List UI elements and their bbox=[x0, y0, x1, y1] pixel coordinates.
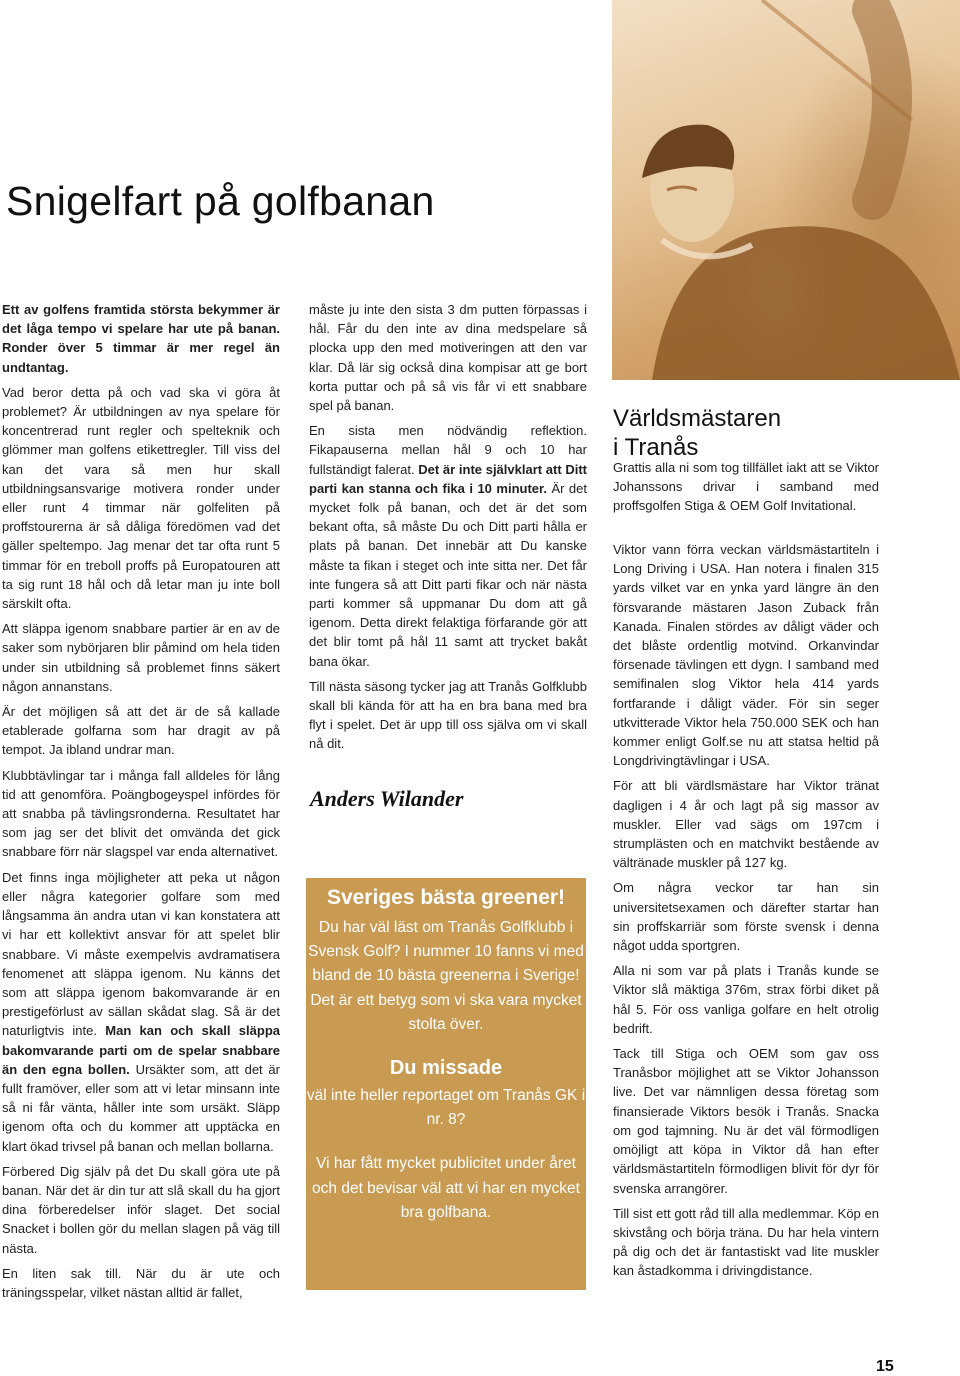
article-column-2 bbox=[309, 300, 587, 760]
article-column-1 bbox=[2, 300, 280, 1308]
paragraph-text: Det finns inga möjligheter att peka ut någon eller några kategorier golfare som med långsamma än andra utan vi kan konstatera att vi har ett kollektivt ansvar för att spelet blir snabbare. Vi måste exempelvis avdramatisera fenomenet att släppa igenom. Nu känns det som att släppa igenom bakomvarande är en prestigeförlust av sällan skådat slag. Så är det naturligtvis inte. bbox=[2, 869, 280, 1039]
paragraph: Tack till Stiga och OEM som gav oss Tranåsbor möjlighet att se Viktor Johansson live. Det var nämnligen dessa företag som finansierade Viktors besök i Tranås. Snacka om god tajmning. Nu är det väl förmodligen omöjligt att köpa in Viktor då han efter världsmästartiteln förmodligen blivit för dyr för svenska arrangörer. bbox=[613, 1046, 879, 1196]
paragraph: Alla ni som var på plats i Tranås kunde se Viktor slå mäktiga 376m, strax förbi diket på hål 5. För oss vanliga golfare en helt otrolig bedrift. bbox=[613, 963, 879, 1036]
bold-statement: Det är inte självklart att Ditt parti kan stanna och fika i 10 minuter. bbox=[309, 461, 588, 496]
paragraph-text: En sista men nödvändig reflektion. Fikapauserna mellan hål 9 och 10 har fullständigt falerat. bbox=[309, 423, 587, 477]
paragraph: Klubbtävlingar tar i många fall alldeles för lång tid att genomföra. Poängbogeyspel infördes för att snabba på tävlingsronderna. Resultatet har som jag ser det blivit det omvända det gick snabbare förr när slagspel var enda alternativet. bbox=[2, 767, 280, 860]
author-signature: Anders Wilander bbox=[310, 786, 464, 811]
box-text: Du har väl läst om Tranås Golfklubb i Svensk Golf? I nummer 10 fanns vi med bland de 10 bästa greenerna i Sverige! Det är ett betyg som vi ska vara mycket stolta över. bbox=[308, 919, 584, 1033]
paragraph: Att släppa igenom snabbare partier är en av de saker som nybörjaren blir påmind om hela tiden under sin utbildning så problemet finns säkert någon annanstans. bbox=[2, 621, 280, 694]
paragraph: Om några veckor tar han sin universitetsexamen och därefter startar han sin proffskarriär som förste svensk i denna något udda sportgren. bbox=[613, 880, 879, 954]
box-subheading: Du missade bbox=[389, 1057, 503, 1080]
paragraph: Är det möjligen så att det är de så kallade etablerade golfarna som har dragit av på tempot. Ja ibland undrar man. bbox=[2, 704, 280, 758]
greens-info-box bbox=[306, 878, 586, 1290]
paragraph: måste ju inte den sista 3 dm putten förpassas i hål. Får du den inte av dina medspelare så plocka upp den med motiveringen att den var klar. Då lär sig också dina kompisar att ge bort korta puttar och på så vis får vi ett snabbare spel på banan. bbox=[309, 302, 587, 414]
side-article-intro: Grattis alla ni som tog tillfället iakt att se Viktor Johanssons drivar i samband med proffsgolfen Stiga & OEM Golf Invitational. bbox=[613, 460, 879, 514]
side-title-line: i Tranås bbox=[613, 434, 699, 461]
box-heading: Sveriges bästa greener! bbox=[326, 886, 566, 909]
paragraph bbox=[2, 868, 280, 1156]
paragraph: För att bli värdlsmästare har Viktor tränat dagligen i 4 år och lagt på sig massor av muskler. Eller vad sägs om 197cm i strumplästen och en matchvikt bestående av vältränade muskler på 127 kg. bbox=[613, 778, 879, 871]
box-text: väl inte heller reportaget om Tranås GK i nr. 8? bbox=[306, 1087, 586, 1129]
paragraph: Viktor vann förra veckan världsmästartiteln i Long Driving i USA. Han notera i finalen 315 yards vilket var en ynka yard längre än den försvarande mästaren Jason Zuback från Kanada. Finalen stördes av dåligt väder och det blåste ordentlig motvind. Orkanvindar försenade tävlingen ett dygn. I samband med semifinalen slog Viktor hela 414 yards fortfarande i dåligt väder. För sin seger utkvitterade Viktor hela 750.000 SEK och han kommer enligt Golf.se nu att statsa heltid på Longdrivingtävlingar i USA. bbox=[613, 542, 879, 769]
page-number: 15 bbox=[876, 1358, 894, 1375]
bold-statement: Man kan och skall släppa bakomvarande parti om de spelar snabbare än den egna bollen. bbox=[2, 1023, 280, 1077]
side-article-column bbox=[613, 540, 879, 1287]
side-article-title bbox=[613, 404, 781, 462]
article-title: Snigelfart på golfbanan bbox=[6, 178, 435, 224]
paragraph: Vad beror detta på och vad ska vi göra åt problemet? Är utbildningen av nya spelare för koncentrerad runt regler och spelteknik och glömmer man golfens etikettregler. Till viss del kan det vara så men hur skall utbildningsansvarige motivera ronder under eller runt 4 timmar när golfeliten på proffstourerna är så dåliga föredömen vad det gäller speltempo. Jag menar det tar ofta runt 5 timmar för en treboll proffs på Europatouren att ta sig runt 18 hål och då letar man ju inte boll särskilt ofta. bbox=[2, 384, 280, 612]
box-text: Vi har fått mycket publicitet under året och det bevisar väl att vi har en mycket bra golfbana. bbox=[312, 1155, 580, 1221]
paragraph: Till nästa säsong tycker jag att Tranås Golfklubb skall bli kända för att ha en bra bana med bra flyt i spelet. Det är upp till oss själva om vi skall nå dit. bbox=[309, 678, 587, 752]
golfer-photo bbox=[612, 0, 960, 380]
paragraph-text: Ursäkter som, att det är fullt framöver, eller som att vi letar minsann inte så ni får vänta, håller inte som ursäkt. Släpp igenom ofta och du kommer att upptäcka en klart ökad trivsel på banan och mellan bollarna. bbox=[2, 1061, 280, 1154]
paragraph: Till sist ett gott råd till alla medlemmar. Köp en skivstång och börja träna. Du har hela vintern på dig och det är fantastiskt vad lite muskler kan åstadkomma i drivingdistance. bbox=[613, 1205, 879, 1279]
paragraph-text: Är det mycket folk på banan, och det är det som bekant ofta, så måste Du och Ditt parti hålla er plats på banan. Det innebär att Du kanske måste ta fikan i steget och inte sitta ner. Det får inte fungera så att Ditt parti fikar och när nästa parti kommer så uppmanar Du dom att gå igenom. Detta direkt felaktiga förfarande gör att det blir tomt på hål 11 samt att trycket bakåt bana ökar. bbox=[309, 480, 588, 669]
paragraph: En liten sak till. När du är ute och träningsspelar, vilket nästan alltid är fallet, bbox=[2, 1265, 280, 1300]
article-lead: Ett av golfens framtida största bekymmer är det låga tempo vi spelare har ute på banan. Ronder över 5 timmar är mer regel än undtantag. bbox=[2, 302, 280, 375]
paragraph: Förbered Dig själv på det Du skall göra ute på banan. När det är din tur att slå skall du ha gjort dina förberedelser inför slaget. Det social Snacket i bollen gör du mellan slagen på väg till nästa. bbox=[2, 1163, 280, 1256]
paragraph bbox=[309, 421, 587, 671]
side-title-line: Världsmästaren bbox=[613, 405, 782, 432]
